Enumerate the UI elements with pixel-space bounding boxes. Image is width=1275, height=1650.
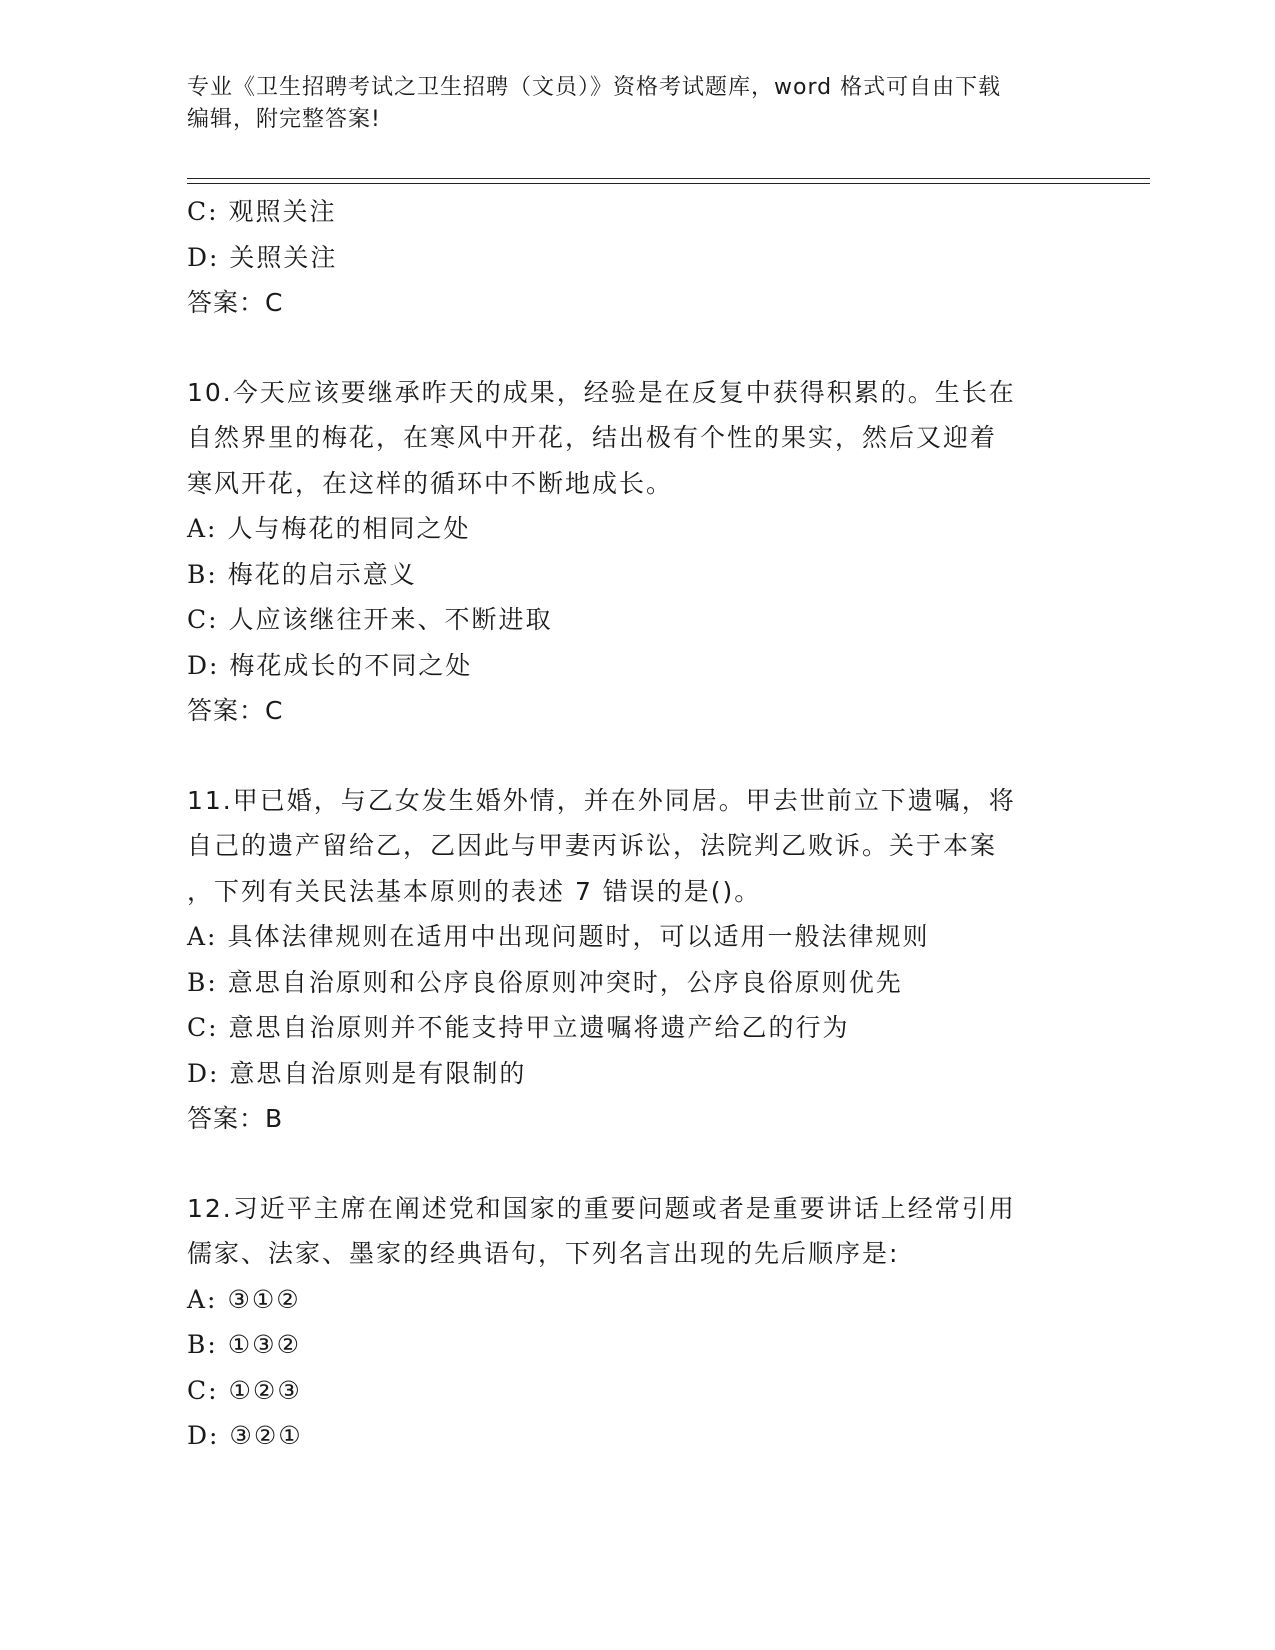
prev-question xyxy=(187,189,1087,326)
option-text: ①③② xyxy=(227,1330,301,1359)
option-b xyxy=(187,1322,1087,1368)
question-12 xyxy=(187,1186,1087,1459)
option-label: A: xyxy=(187,922,218,951)
question-content xyxy=(187,189,1087,1459)
option-text: 梅花的启示意义 xyxy=(227,559,417,589)
header-divider-bottom xyxy=(187,183,1150,184)
option-text: 意思自治原则并不能支持甲立遗嘱将遗产给乙的行为 xyxy=(228,1013,850,1042)
question-10 xyxy=(187,370,1087,734)
question-stem-line: 12.习近平主席在阐述党和国家的重要问题或者是重要讲话上经常引用 xyxy=(187,1193,1016,1223)
option-text: 意思自治原则是有限制的 xyxy=(229,1058,527,1088)
option-d xyxy=(187,1413,1087,1459)
option-c xyxy=(187,597,1087,643)
option-d xyxy=(187,235,1087,281)
option-text: 梅花成长的不同之处 xyxy=(229,650,473,680)
option-label: A: xyxy=(187,514,218,543)
option-label: D: xyxy=(187,1058,220,1088)
option-b xyxy=(187,552,1087,598)
option-a xyxy=(187,914,1087,960)
option-label: D: xyxy=(187,650,220,680)
option-c xyxy=(187,189,1087,235)
spacer xyxy=(187,1142,1087,1186)
question-stem-line: 自己的遗产留给乙，乙因此与甲妻丙诉讼，法院判乙败诉。关于本案 xyxy=(187,831,998,860)
option-label: C: xyxy=(187,197,219,226)
option-text: 人应该继往开来、不断进取 xyxy=(228,605,553,634)
question-stem-line: ，下列有关民法基本原则的表述 7 错误的是()。 xyxy=(187,876,762,906)
header-line-2: 编辑，附完整答案! xyxy=(187,107,381,132)
option-a xyxy=(187,506,1087,552)
answer-line: 答案：C xyxy=(187,288,284,317)
question-stem-line: 11.甲已婚，与乙女发生婚外情，并在外同居。甲去世前立下遗嘱，将 xyxy=(187,785,1016,815)
spacer xyxy=(187,734,1087,778)
option-label: B: xyxy=(187,559,218,589)
answer-line: 答案：B xyxy=(187,1104,284,1133)
header-divider-top xyxy=(187,178,1150,179)
option-label: C: xyxy=(187,1013,219,1042)
option-d xyxy=(187,1051,1087,1097)
option-text: ①②③ xyxy=(228,1375,302,1405)
option-text: 人与梅花的相同之处 xyxy=(227,514,471,543)
option-label: B: xyxy=(187,967,218,997)
option-label: C: xyxy=(187,1375,219,1405)
spacer xyxy=(187,326,1087,370)
question-stem-line: 自然界里的梅花，在寒风中开花，结出极有个性的果实，然后又迎着 xyxy=(187,423,998,452)
option-text: ③②① xyxy=(229,1421,303,1450)
option-text: 具体法律规则在适用中出现问题时，可以适用一般法律规则 xyxy=(227,922,930,951)
question-stem-line: 儒家、法家、墨家的经典语句，下列名言出现的先后顺序是: xyxy=(187,1239,900,1268)
question-stem-line: 寒风开花，在这样的循环中不断地成长。 xyxy=(187,468,674,498)
option-label: B: xyxy=(187,1330,218,1359)
option-b xyxy=(187,960,1087,1006)
option-a xyxy=(187,1277,1087,1323)
question-11 xyxy=(187,778,1087,1142)
option-text: 观照关注 xyxy=(228,197,337,226)
option-label: D: xyxy=(187,242,220,272)
option-text: 意思自治原则和公序良俗原则冲突时，公序良俗原则优先 xyxy=(227,967,903,997)
option-text: 关照关注 xyxy=(229,242,338,272)
question-stem-line: 10.今天应该要继承昨天的成果，经验是在反复中获得积累的。生长在 xyxy=(187,377,1016,407)
option-label: D: xyxy=(187,1421,220,1450)
option-c xyxy=(187,1368,1087,1414)
option-d xyxy=(187,643,1087,689)
answer-line: 答案：C xyxy=(187,696,284,725)
option-label: C: xyxy=(187,605,219,634)
header-line-1: 专业《卫生招聘考试之卫生招聘（文员）》资格考试题库，word 格式可自由下载 xyxy=(187,75,1002,100)
document-header xyxy=(187,72,1067,136)
option-c xyxy=(187,1005,1087,1051)
option-label: A: xyxy=(187,1284,218,1314)
option-text: ③①② xyxy=(227,1284,301,1314)
